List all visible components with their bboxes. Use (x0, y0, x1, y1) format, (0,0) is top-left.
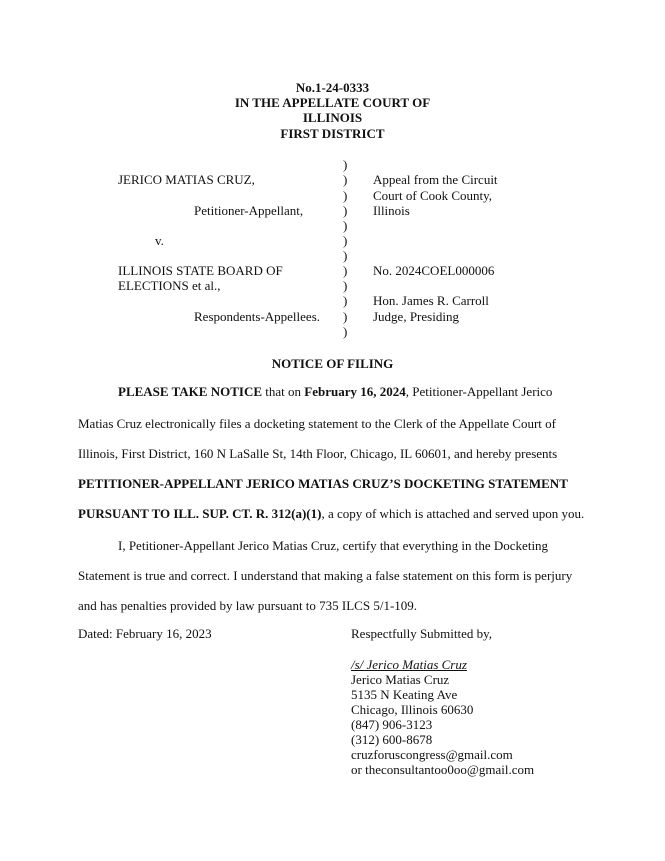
notice-text: , a copy of which is attached and served upon you. (321, 506, 585, 521)
appeal-from-line1: Appeal from the Circuit (373, 172, 498, 187)
court-district: FIRST DISTRICT (280, 126, 385, 141)
notice-lead: PLEASE TAKE NOTICE (118, 384, 263, 399)
signer-email-1: cruzforuscongress@gmail.com (351, 747, 513, 762)
appeal-from-line3: Illinois (373, 203, 410, 218)
signer-email-2: or theconsultantoo0oo@gmail.com (351, 762, 535, 777)
notice-paragraph-line5 (78, 506, 584, 521)
paren: ) (343, 324, 348, 339)
notice-paragraph-line2: Matias Cruz electronically files a docketing statement to the Clerk of the Appellate Court of (78, 416, 556, 431)
notice-text: , Petitioner-Appellant Jerico (405, 384, 553, 399)
judge-name: Hon. James R. Carroll (373, 293, 489, 308)
paren: ) (343, 248, 348, 263)
petitioner-name: JERICO MATIAS CRUZ, (118, 172, 255, 187)
certification-line1: I, Petitioner-Appellant Jerico Matias Cruz, certify that everything in the Docketing (118, 538, 549, 553)
paren: ) (343, 157, 348, 172)
certification-line2: Statement is true and correct. I understand that making a false statement on this form is perjury (78, 568, 573, 583)
lower-court-case-number: No. 2024COEL000006 (373, 263, 495, 278)
respectfully-submitted: Respectfully Submitted by, (351, 626, 493, 641)
notice-date: February 16, 2024 (304, 384, 406, 399)
signer-address-city: Chicago, Illinois 60630 (351, 702, 474, 717)
paren: ) (343, 293, 348, 308)
court-name-line1: IN THE APPELLATE COURT OF (234, 95, 431, 110)
notice-title: NOTICE OF FILING (271, 356, 394, 371)
respondent-name-line2: ELECTIONS et al., (118, 278, 221, 293)
rule-citation: PURSUANT TO ILL. SUP. CT. R. 312(a)(1) (78, 506, 322, 521)
judge-title: Judge, Presiding (373, 309, 459, 324)
versus: v. (155, 233, 164, 248)
paren: ) (343, 233, 348, 248)
paren: ) (343, 263, 348, 278)
paren: ) (343, 172, 348, 187)
paren: ) (343, 218, 348, 233)
signer-phone-1: (847) 906-3123 (351, 717, 433, 732)
respondent-role: Respondents-Appellees. (194, 309, 321, 324)
docketing-statement-title: PETITIONER-APPELLANT JERICO MATIAS CRUZ’S DOCKETING STATEMENT (78, 476, 568, 491)
electronic-signature: /s/ Jerico Matias Cruz (351, 657, 467, 672)
paren: ) (343, 188, 348, 203)
dated-line: Dated: February 16, 2023 (78, 626, 212, 641)
notice-paragraph-line1 (118, 384, 552, 399)
signer-phone-2: (312) 600-8678 (351, 732, 433, 747)
petitioner-role: Petitioner-Appellant, (194, 203, 304, 218)
notice-text: that on (262, 384, 305, 399)
notice-paragraph-line3: Illinois, First District, 160 N LaSalle St, 14th Floor, Chicago, IL 60601, and hereby presents (78, 446, 558, 461)
case-number: No.1-24-0333 (295, 80, 370, 95)
certification-line3: and has penalties provided by law pursuant to 735 ILCS 5/1-109. (78, 598, 418, 613)
signer-name: Jerico Matias Cruz (351, 672, 450, 687)
paren: ) (343, 203, 348, 218)
paren: ) (343, 309, 348, 324)
signer-address-street: 5135 N Keating Ave (351, 687, 458, 702)
respondent-name-line1: ILLINOIS STATE BOARD OF (118, 263, 283, 278)
appeal-from-line2: Court of Cook County, (373, 188, 493, 203)
paren: ) (343, 278, 348, 293)
court-name-line2: ILLINOIS (302, 110, 363, 125)
